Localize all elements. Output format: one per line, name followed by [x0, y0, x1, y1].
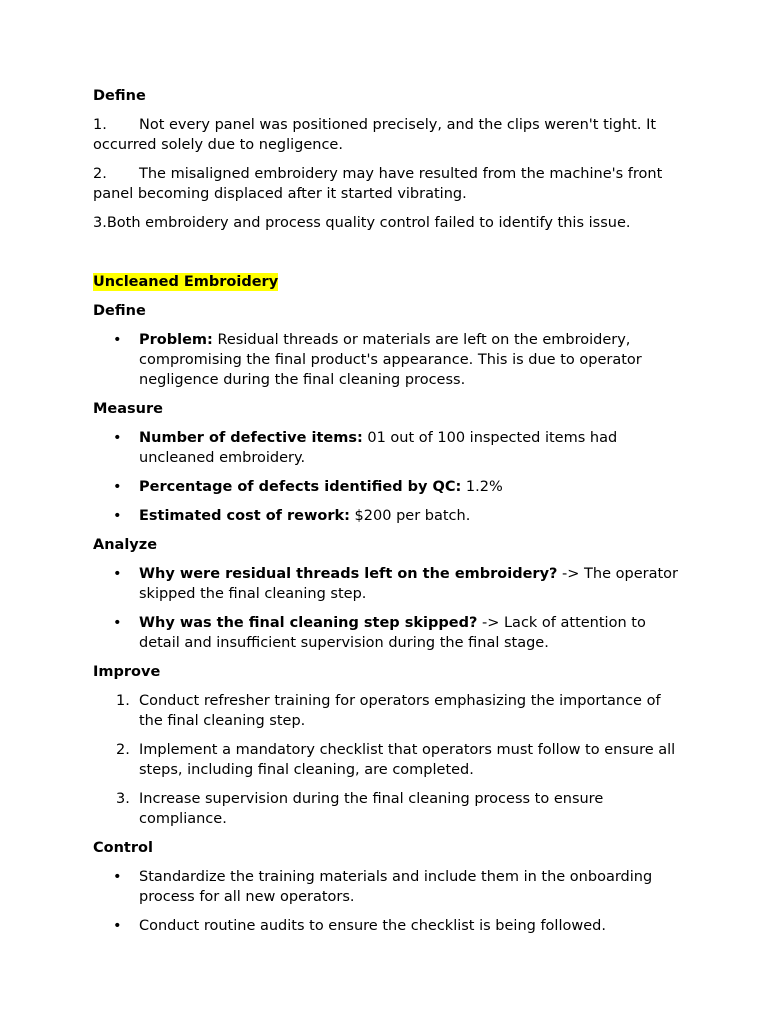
item-text: Conduct refresher training for operators emphasizing the importance of the final cleaning step. [139, 693, 661, 729]
improve-numbered-list [93, 691, 678, 829]
list-item [93, 789, 678, 829]
item-text: 1.2% [461, 479, 503, 495]
item-text: 01 out of 100 inspected items had uncleaned embroidery. [139, 430, 618, 466]
bold-label: Percentage of defects identified by QC: [139, 479, 462, 495]
define-item-2-number: 2. [93, 166, 107, 182]
bullet-marker: • [113, 869, 122, 885]
list-item [93, 916, 678, 936]
list-item [93, 564, 678, 604]
measure-heading: Measure [93, 401, 163, 417]
bold-label: Number of defective items: [139, 430, 363, 446]
section-title-uncleaned-embroidery: Uncleaned Embroidery [93, 274, 279, 290]
list-item [93, 613, 678, 653]
list-number: 1. [116, 693, 130, 709]
bullet-marker: • [113, 508, 122, 524]
define-item-1-number: 1. [93, 117, 107, 133]
define-item-2-text: The misaligned embroidery may have resulted from the machine's front panel becoming displaced after it started vibrating. [93, 166, 663, 202]
item-text: $200 per batch. [349, 508, 471, 524]
define-item-2 [93, 164, 678, 204]
list-item [93, 506, 678, 526]
list-item [93, 477, 678, 497]
item-text: Increase supervision during the final cleaning process to ensure compliance. [139, 791, 604, 827]
control-bullet-list [93, 867, 678, 936]
item-text: -> Lack of attention to detail and insufficient supervision during the final stage. [139, 615, 646, 651]
item-text: Implement a mandatory checklist that operators must follow to ensure all steps, including final cleaning, are completed. [139, 742, 676, 778]
bold-label: Estimated cost of rework: [139, 508, 350, 524]
list-number: 2. [116, 742, 130, 758]
bold-label: Why were residual threads left on the embroidery? [139, 566, 558, 582]
define-item-1 [93, 115, 678, 155]
control-heading: Control [93, 840, 153, 856]
bullet-marker: • [113, 615, 122, 631]
list-item [93, 428, 678, 468]
list-number: 3. [116, 791, 130, 807]
bullet-marker: • [113, 332, 122, 348]
define-item-3: 3.Both embroidery and process quality control failed to identify this issue. [93, 215, 631, 231]
bullet-marker: • [113, 479, 122, 495]
section-title-wrap [93, 272, 678, 292]
list-item [93, 691, 678, 731]
define-heading: Define [93, 88, 146, 104]
item-text: -> The operator skipped the final cleaning step. [139, 566, 678, 602]
list-item [93, 740, 678, 780]
bold-label: Why was the final cleaning step skipped? [139, 615, 478, 631]
item-text: Residual threads or materials are left on the embroidery, compromising the final product's appearance. This is due to operator negligence during the final cleaning process. [139, 332, 642, 388]
analyze-bullet-list [93, 564, 678, 653]
define-item-1-text: Not every panel was positioned precisely, and the clips weren't tight. It occurred solely due to negligence. [93, 117, 657, 153]
bullet-marker: • [113, 566, 122, 582]
define-bullet-list [93, 330, 678, 390]
list-item [93, 867, 678, 907]
improve-heading: Improve [93, 664, 161, 680]
item-text: Conduct routine audits to ensure the checklist is being followed. [139, 918, 606, 934]
document-page [93, 86, 678, 945]
define-heading-2: Define [93, 303, 146, 319]
bullet-marker: • [113, 430, 122, 446]
list-item [93, 330, 678, 390]
item-text: Standardize the training materials and include them in the onboarding process for all new operators. [139, 869, 653, 905]
bullet-marker: • [113, 918, 122, 934]
measure-bullet-list [93, 428, 678, 526]
bold-label: Problem: [139, 332, 213, 348]
analyze-heading: Analyze [93, 537, 158, 553]
